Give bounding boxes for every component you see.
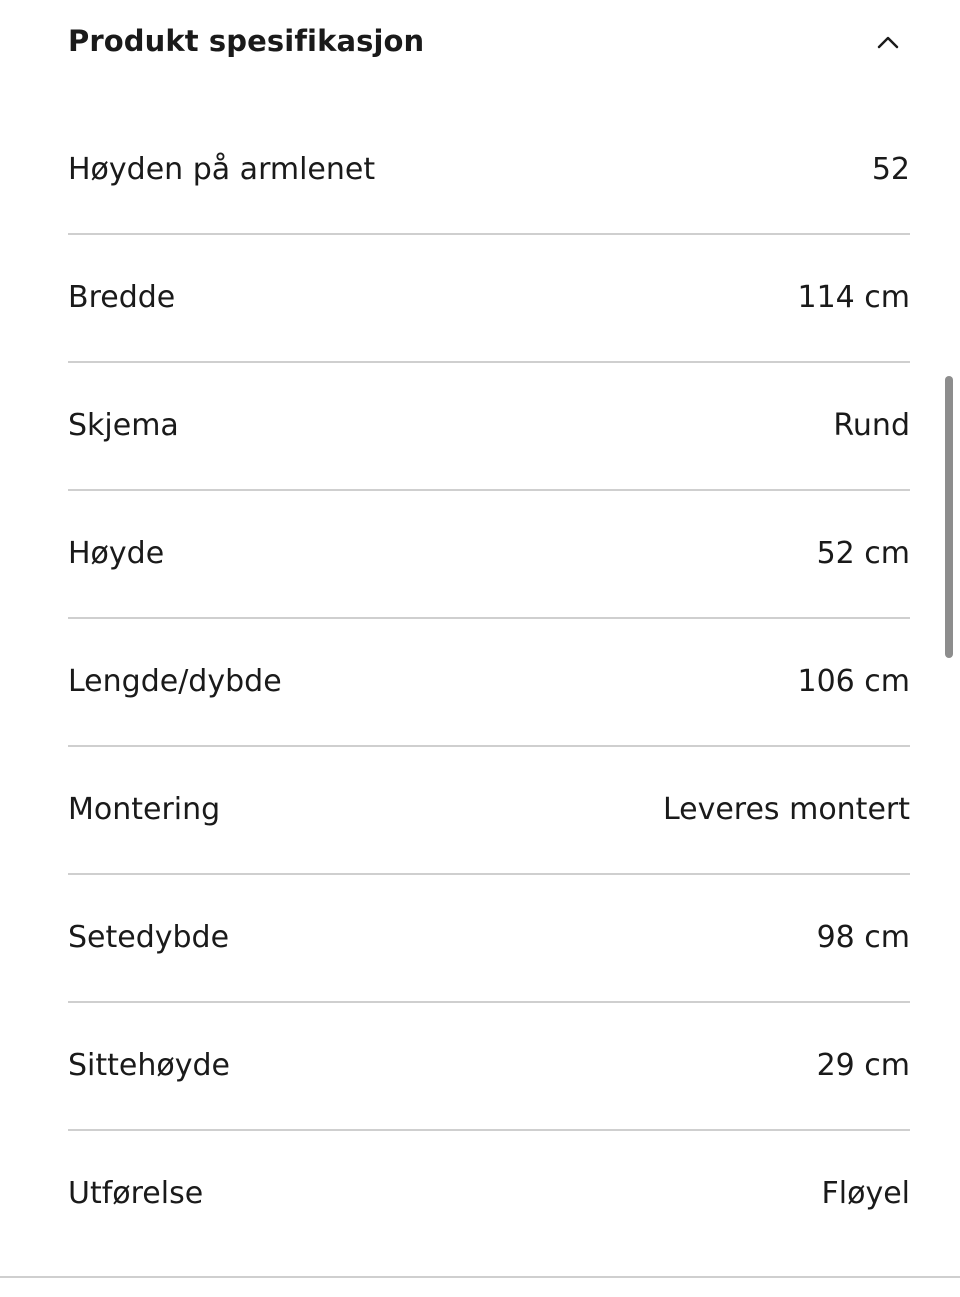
spec-label: Høyde: [68, 536, 165, 571]
spec-label: Montering: [68, 792, 221, 827]
spec-value: 98 cm: [816, 920, 910, 955]
spec-row: [68, 1003, 910, 1131]
spec-row: [68, 235, 910, 363]
spec-row: [68, 875, 910, 1003]
spec-label: Sittehøyde: [68, 1048, 230, 1083]
spec-value: 52: [871, 152, 910, 187]
spec-row: [68, 107, 910, 235]
spec-row: [68, 363, 910, 491]
spec-label: Høyden på armlenet: [68, 152, 376, 187]
spec-row: [68, 619, 910, 747]
spec-label: Utførelse: [68, 1176, 204, 1211]
spec-row: [68, 491, 910, 619]
spec-label: Bredde: [68, 280, 176, 315]
spec-accordion-header[interactable]: [68, 0, 910, 84]
section-title: Produkt spesifikasjon: [68, 24, 425, 58]
spec-value: 106 cm: [797, 664, 910, 699]
spec-value: Leveres montert: [662, 792, 910, 827]
spec-label: Skjema: [68, 408, 179, 443]
section-divider: [0, 1276, 960, 1278]
spec-label: Setedybde: [68, 920, 230, 955]
spec-row: [68, 747, 910, 875]
spec-row: [68, 1131, 910, 1257]
spec-list: [68, 107, 910, 1257]
spec-value: 29 cm: [816, 1048, 910, 1083]
spec-value: 114 cm: [797, 280, 910, 315]
chevron-up-icon[interactable]: [866, 20, 910, 64]
spec-value: Rund: [833, 408, 910, 443]
spec-label: Lengde/dybde: [68, 664, 282, 699]
spec-value: 52 cm: [816, 536, 910, 571]
scrollbar-thumb[interactable]: [945, 376, 953, 658]
spec-value: Fløyel: [821, 1176, 910, 1211]
